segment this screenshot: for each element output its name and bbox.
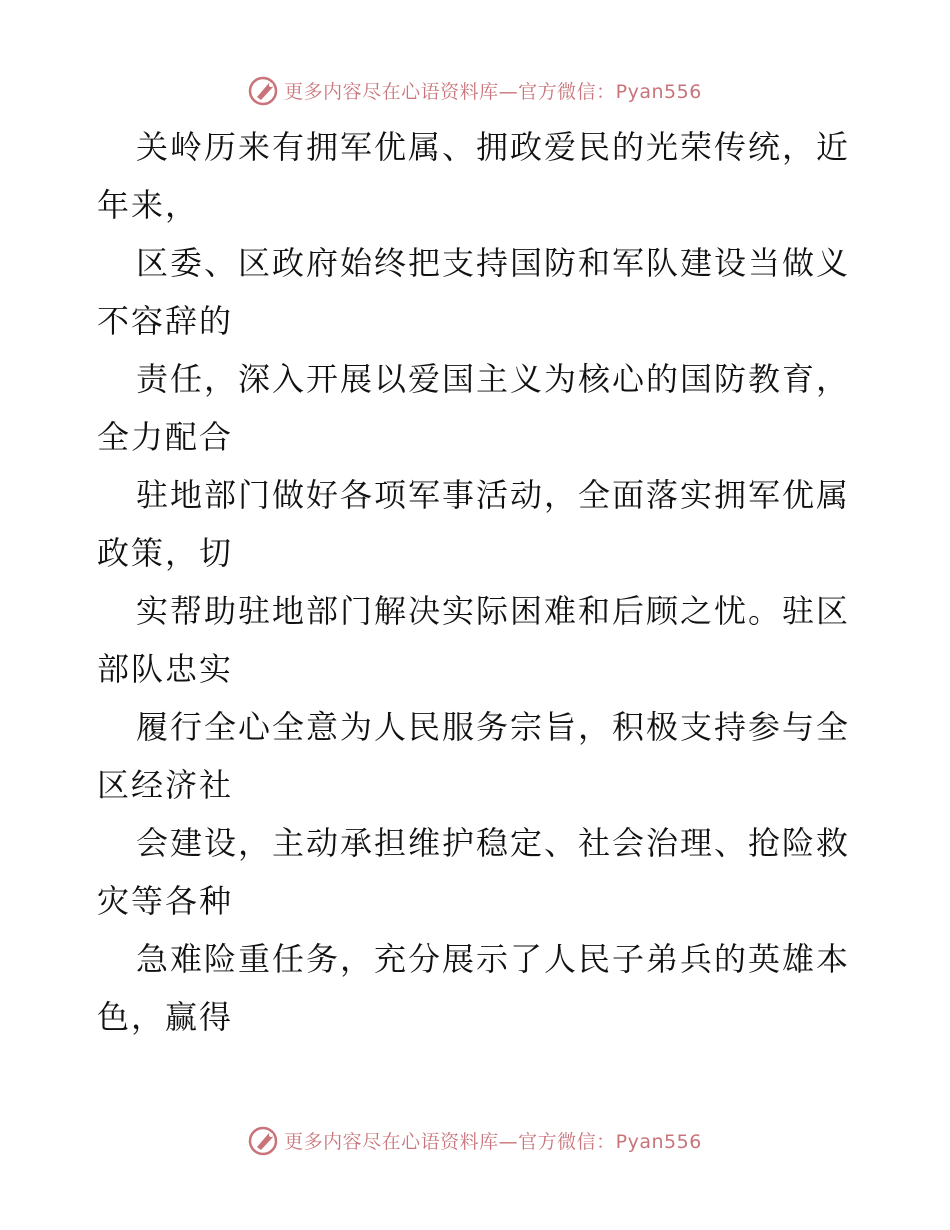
body-line: 责任，深入开展以爱国主义为核心的国防教育， <box>136 360 851 398</box>
footer-banner-text: 更多内容尽在心语资料库—官方微信：Pyan556 <box>284 1130 702 1153</box>
pen-nib-logo-icon <box>248 1124 280 1156</box>
body-line: 区经济社 <box>97 766 234 804</box>
body-line: 色，赢得 <box>97 998 234 1036</box>
header-banner-text: 更多内容尽在心语资料库—官方微信：Pyan556 <box>284 80 702 103</box>
header-banner <box>0 70 950 110</box>
body-line: 年来， <box>97 186 200 224</box>
body-line: 关岭历来有拥军优属、拥政爱民的光荣传统，近 <box>136 128 851 166</box>
pen-nib-logo-icon <box>248 74 280 106</box>
body-line: 全力配合 <box>97 418 234 456</box>
body-line: 不容辞的 <box>97 302 234 340</box>
body-line: 履行全心全意为人民服务宗旨，积极支持参与全 <box>136 708 851 746</box>
footer-banner <box>0 1120 950 1160</box>
body-line: 部队忠实 <box>97 650 234 688</box>
body-line: 政策，切 <box>97 534 234 572</box>
body-line: 驻地部门做好各项军事活动，全面落实拥军优属 <box>136 476 851 514</box>
document-body <box>97 118 857 1046</box>
body-line: 会建设，主动承担维护稳定、社会治理、抢险救 <box>136 824 851 862</box>
body-line: 实帮助驻地部门解决实际困难和后顾之忧。驻区 <box>136 592 851 630</box>
body-line: 区委、区政府始终把支持国防和军队建设当做义 <box>136 244 851 282</box>
body-line: 急难险重任务，充分展示了人民子弟兵的英雄本 <box>136 940 851 978</box>
body-line: 灾等各种 <box>97 882 234 920</box>
